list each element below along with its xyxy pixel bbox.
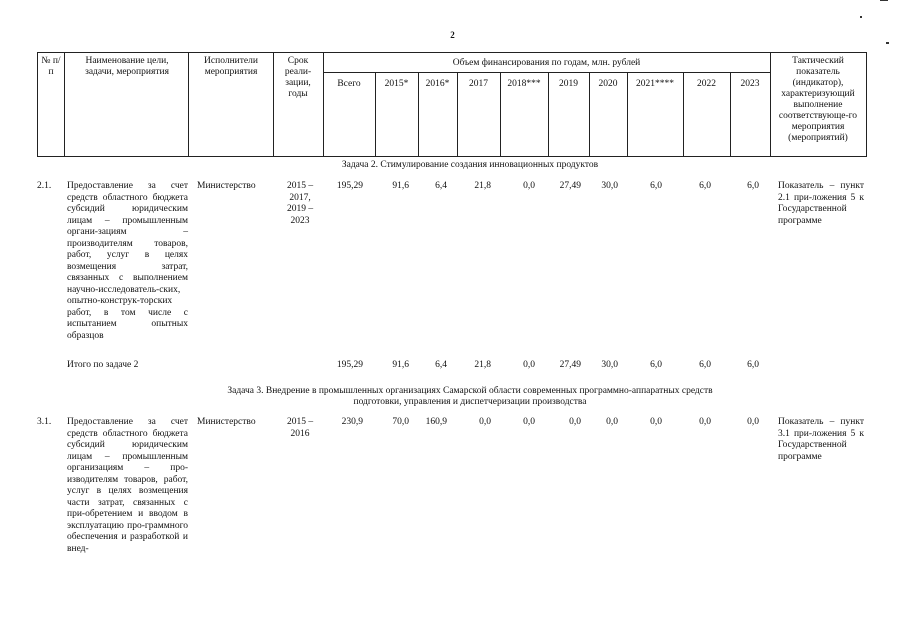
row-value-2022: 6,0 bbox=[699, 181, 711, 191]
row-value-2022: 0,0 bbox=[699, 417, 711, 427]
subtotal-value-2017: 21,8 bbox=[474, 360, 491, 370]
row-value-2020: 30,0 bbox=[601, 181, 618, 191]
header-year: 2015* bbox=[384, 79, 409, 89]
header-col-num: № п/п bbox=[41, 56, 61, 77]
subtotal-value-2019: 27,49 bbox=[559, 360, 581, 370]
row-value-2015: 91,6 bbox=[392, 181, 409, 191]
row-num: 2.1. bbox=[37, 181, 52, 191]
subtotal-total: 195,29 bbox=[336, 360, 363, 370]
row-value-2018: 0,0 bbox=[523, 417, 535, 427]
header-year: 2020 bbox=[598, 79, 618, 89]
header-col-executor: Исполнители мероприятия bbox=[204, 56, 258, 77]
row-name: Предоставление за счет средств областного бюджета субсидий юридическим лицам – промышленным организациям – про-изводителям товаров, работ, услуг в целях возмещения части затрат, связанных с при-обретением и вводом в эксплуатацию про-граммного обеспечения и разработкой и внед- bbox=[67, 417, 188, 554]
row-value-2016: 6,4 bbox=[435, 181, 447, 191]
row-value-2016: 160,9 bbox=[425, 417, 447, 427]
row-value-2021: 6,0 bbox=[650, 181, 662, 191]
subtotal-value-2015: 91,6 bbox=[392, 360, 409, 370]
header-year: 2018*** bbox=[507, 79, 541, 89]
row-value-2017: 0,0 bbox=[479, 417, 491, 427]
row-value-2020: 0,0 bbox=[606, 417, 618, 427]
header-year: 2016* bbox=[425, 79, 450, 89]
row-executor: Министерство bbox=[197, 181, 256, 191]
header-col-funding: Объем финансирования по годам, млн. рублей bbox=[452, 58, 641, 68]
scan-speck bbox=[880, 0, 888, 1]
subtotal-value-2021: 6,0 bbox=[650, 360, 662, 370]
row-total: 230,9 bbox=[341, 417, 363, 427]
scan-speck bbox=[886, 42, 889, 44]
row-value-2019: 0,0 bbox=[569, 417, 581, 427]
header-year: 2021**** bbox=[636, 79, 674, 89]
header-col-indicator: Тактический показатель (индикатор), характеризующий выполнение соответствующе-го мероприятия (мероприятий) bbox=[778, 56, 858, 143]
subtotal-value-2016: 6,4 bbox=[435, 360, 447, 370]
header-col-name: Наименование цели, задачи, мероприятия bbox=[85, 56, 169, 77]
row-value-2021: 0,0 bbox=[650, 417, 662, 427]
row-num: 3.1. bbox=[37, 417, 52, 427]
row-value-2017: 21,8 bbox=[474, 181, 491, 191]
row-indicator: Показатель – пункт 2.1 при-ложения 5 к Государственной программе bbox=[778, 181, 864, 226]
row-value-2015: 70,0 bbox=[392, 417, 409, 427]
row-value-2018: 0,0 bbox=[523, 181, 535, 191]
header-year: 2019 bbox=[559, 79, 578, 89]
task3-title: Задача 3. Внедрение в промышленных организациях Самарской области современных программно-аппаратных средств bbox=[227, 386, 713, 396]
row-term: 2015 – 2017, 2019 – 2023 bbox=[286, 181, 314, 226]
row-value-2019: 27,49 bbox=[559, 181, 581, 191]
task2-title: Задача 2. Стимулирование создания инновационных продуктов bbox=[341, 160, 599, 170]
page-number: 2 bbox=[450, 30, 455, 40]
header-col-term: Срок реали-зации, годы bbox=[284, 56, 312, 99]
row-executor: Министерство bbox=[197, 417, 256, 427]
subtotal-value-2018: 0,0 bbox=[523, 360, 535, 370]
row-value-2023: 0,0 bbox=[747, 417, 759, 427]
subtotal-value-2020: 30,0 bbox=[601, 360, 618, 370]
subtotal-value-2022: 6,0 bbox=[699, 360, 711, 370]
task3-title-cont: подготовки, управления и диспетчеризации производства bbox=[353, 397, 587, 407]
row-value-2023: 6,0 bbox=[747, 181, 759, 191]
header-year: 2022 bbox=[697, 79, 716, 89]
scan-speck bbox=[860, 16, 862, 18]
subtotal-label: Итого по задаче 2 bbox=[67, 360, 139, 370]
row-total: 195,29 bbox=[336, 181, 363, 191]
header-col-total: Всего bbox=[337, 79, 361, 89]
row-name: Предоставление за счет средств областного бюджета субсидий юридическим лицам – промышленным органи-зациям – производителям товаров, работ, услуг в целях возмещения затрат, связанных с выполнением научно-исследователь-ских, опытно-конструк-торских работ, в том числе с испытанием опытных образцов bbox=[67, 181, 188, 341]
row-indicator: Показатель – пункт 3.1 при-ложения 5 к Государственной программе bbox=[778, 417, 864, 462]
subtotal-value-2023: 6,0 bbox=[747, 360, 759, 370]
row-term: 2015 – 2016 bbox=[286, 417, 314, 439]
header-year: 2017 bbox=[469, 79, 488, 89]
header-year: 2023 bbox=[740, 79, 760, 89]
